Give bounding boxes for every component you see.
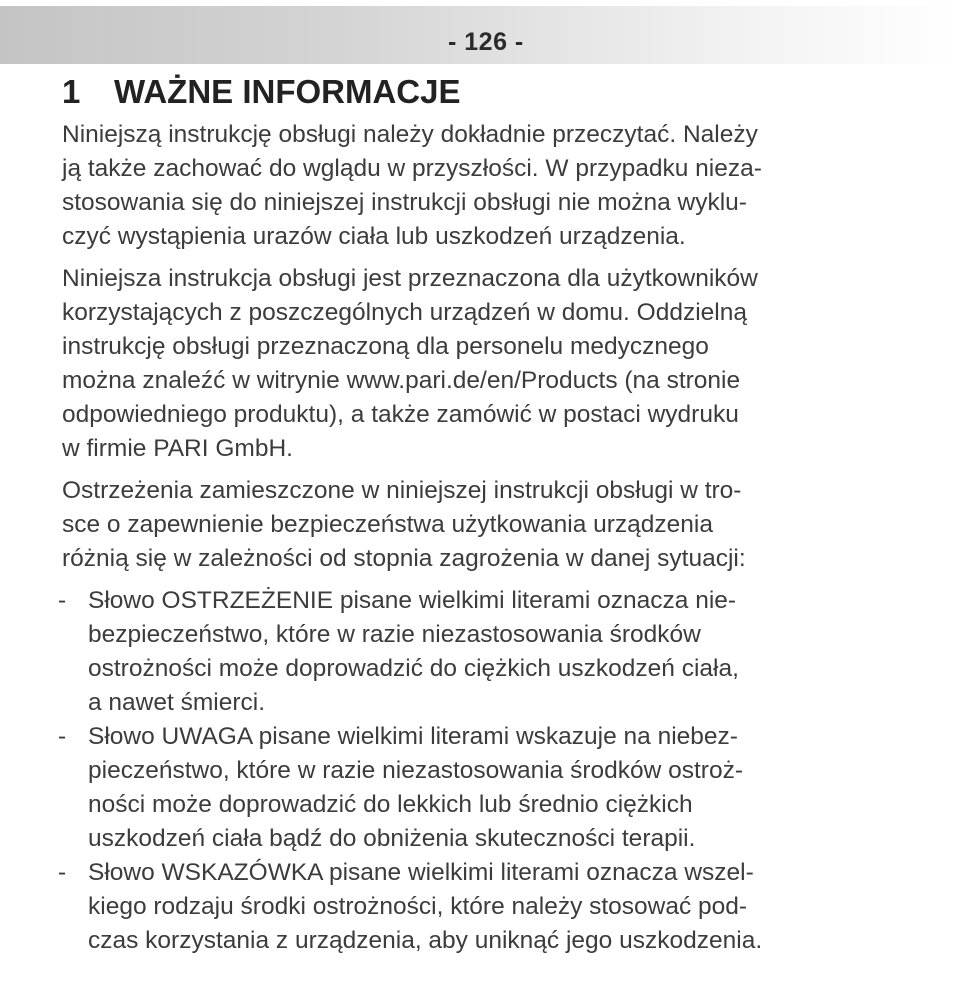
section-title-text: WAŻNE INFORMACJE [114, 73, 461, 110]
text-line: Słowo UWAGA pisane wielkimi literami wskazuje na niebez- [88, 723, 738, 750]
text-line: instrukcję obsługi przeznaczoną dla personelu medycznego [62, 333, 709, 360]
text-line: Słowo OSTRZEŻENIE pisane wielkimi literami oznacza nie- [88, 587, 737, 614]
list-bullet: - [58, 859, 67, 886]
paragraph-warnings [62, 474, 882, 576]
text-line: bezpieczeństwo, które w razie niezastosowania środków [88, 621, 701, 648]
text-line: Słowo WSKAZÓWKA pisane wielkimi literami oznacza wszel- [88, 859, 754, 886]
text-line: uszkodzeń ciała bądź do obniżenia skuteczności terapii. [88, 825, 696, 852]
text-line: różnią się w zależności od stopnia zagrożenia w danej sytuacji: [62, 545, 746, 572]
text-line: korzystających z poszczególnych urządzeń w domu. Oddzielną [62, 299, 747, 326]
list-item-caution [58, 720, 882, 856]
list-bullet: - [58, 723, 67, 750]
list-bullet: - [58, 587, 67, 614]
text-line: można znaleźć w witrynie www.pari.de/en/Products (na stronie [62, 367, 741, 394]
paragraph-audience [62, 262, 882, 466]
text-line: pieczeństwo, które w razie niezastosowania środków ostroż- [88, 757, 743, 784]
list-item-warning [58, 584, 882, 720]
text-line: odpowiedniego produktu), a także zamówić w postaci wydruku [62, 401, 739, 428]
text-line: ostrożności może doprowadzić do ciężkich uszkodzeń ciała, [88, 655, 739, 682]
warning-levels-list [58, 584, 882, 958]
text-line: Niniejszą instrukcję obsługi należy dokładnie przeczytać. Należy [62, 121, 758, 148]
text-line: a nawet śmierci. [88, 689, 266, 716]
text-line: Ostrzeżenia zamieszczone w niniejszej instrukcji obsługi w tro- [62, 477, 742, 504]
paragraph-intro [62, 118, 882, 254]
list-item-note [58, 856, 882, 958]
text-line: ności może doprowadzić do lekkich lub średnio ciężkich [88, 791, 693, 818]
section-number: 1 [62, 73, 81, 110]
section-title [62, 72, 461, 112]
text-line: czyć wystąpienia urazów ciała lub uszkodzeń urządzenia. [62, 223, 686, 250]
text-line: kiego rodzaju środki ostrożności, które należy stosować pod- [88, 893, 748, 920]
page-number: - 126 - [448, 28, 524, 56]
text-line: Niniejsza instrukcja obsługi jest przeznaczona dla użytkowników [62, 265, 758, 292]
body-text [58, 118, 882, 958]
text-line: czas korzystania z urządzenia, aby uniknąć jego uszkodzenia. [88, 927, 763, 954]
text-line: stosowania się do niniejszej instrukcji obsługi nie można wyklu- [62, 189, 747, 216]
text-line: w firmie PARI GmbH. [62, 435, 293, 462]
text-line: ją także zachować do wglądu w przyszłości. W przypadku nieza- [62, 155, 762, 182]
text-line: sce o zapewnienie bezpieczeństwa użytkowania urządzenia [62, 511, 713, 538]
